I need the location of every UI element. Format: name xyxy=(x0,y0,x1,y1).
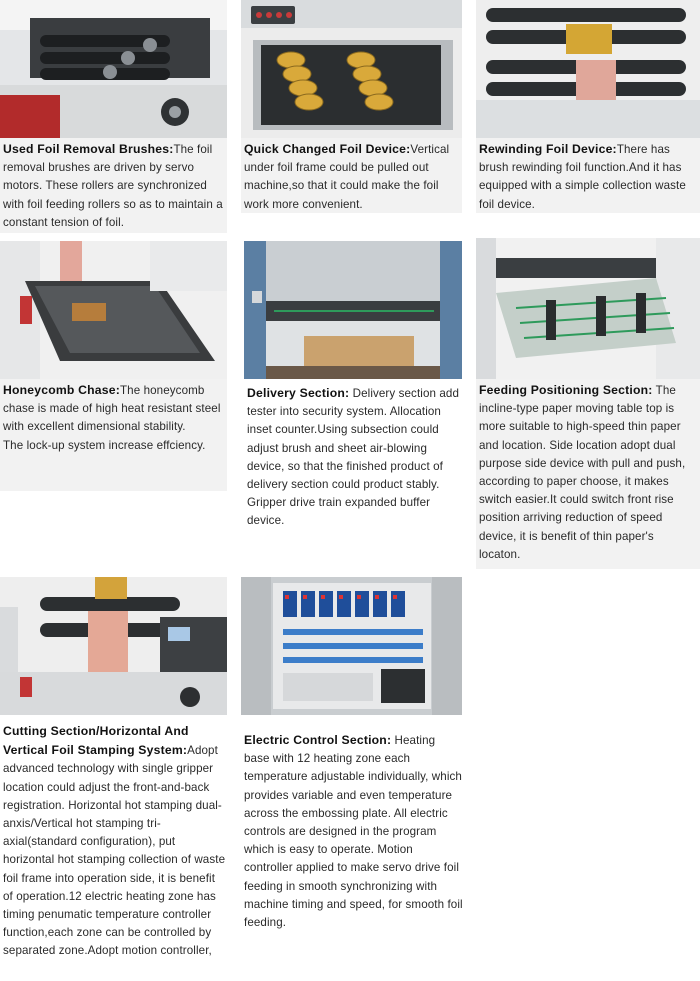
electric-control-section-photo xyxy=(241,577,462,715)
item-title: Used Foil Removal Brushes: xyxy=(3,142,174,156)
item-title: Feeding Positioning Section: xyxy=(479,383,653,397)
foil-removal-brushes-desc xyxy=(0,138,227,233)
item-body: Adopt advanced technology with single gripper location could adjust the front-and-back registration. Horizontal hot stamping dual-anxis/Vertical hot stamping tri-axial(standard configuration), put horizontal hot stamping collection of waste foil frame into operation side, it is benefit of operation.12 electric heating zone has timing penumatic temperature controller function,each zone can be controlled by separated zone.Adopt motion controller, xyxy=(3,744,226,958)
electric-control-section-desc xyxy=(241,729,466,949)
honeycomb-chase-photo xyxy=(0,241,227,379)
feeding-positioning-section-desc xyxy=(476,379,700,569)
cutting-section-photo xyxy=(0,577,227,715)
item-body: Vertical under foil frame could be pulled out machine,so that it could make the foil work more convenient. xyxy=(244,143,450,211)
item-body: The honeycomb chase is made of high heat resistant steel with excellent dimensional stability. xyxy=(3,384,221,434)
foil-removal-brushes-photo xyxy=(0,0,227,138)
item-body: The incline-type paper moving table top is more suitable to high-speed thin paper and location. Side location adopt dual purpose side device with pull and push, according to paper choose, it makes switch easier.It could switch front rise position arriving reduction of speed device, it is benefit of thin paper's locaton. xyxy=(479,384,686,561)
item-body: The foil removal brushes are driven by servo motors. These rollers are synchronized with foil feeding rollers so as to maintain a constant tension of foil. xyxy=(3,143,223,229)
quick-changed-foil-device-photo xyxy=(241,0,462,138)
quick-changed-foil-device-desc xyxy=(241,138,462,213)
feeding-positioning-section-photo xyxy=(476,238,700,379)
item-title: Electric Control Section: xyxy=(244,733,392,747)
item-title: Delivery Section: xyxy=(247,386,350,400)
item-body: Heating base with 12 heating zone each temperature adjustable individually, which provides variable and even temperature across the embossing plate. All electric controls are designed in the program which is easy to operate. Motion controller applied to make servo drive foil feeding in smooth synchronizing with machine timing and speed, for smooth foil feeding. xyxy=(244,734,463,930)
rewinding-foil-device-desc xyxy=(476,138,700,213)
item-title: Rewinding Foil Device: xyxy=(479,142,617,156)
delivery-section-desc xyxy=(244,382,464,552)
item-body: Delivery section add tester into security system. Allocation inset counter.Using subsection could adjust brush and sheet air-blowing device, so that the finished product of delivery section could product stably. Gripper drive train expanded buffer device. xyxy=(247,387,460,528)
cutting-section-desc xyxy=(0,720,230,975)
delivery-section-photo xyxy=(244,241,462,379)
rewinding-foil-device-photo xyxy=(476,0,700,138)
item-body: There has brush rewinding foil function.And it has equipped with a simple collection waste foil device. xyxy=(479,143,686,211)
item-title: Honeycomb Chase: xyxy=(3,383,120,397)
item-title: Cutting Section/Horizontal And Vertical Foil Stamping System: xyxy=(3,724,189,758)
honeycomb-chase-desc xyxy=(0,379,227,491)
item-title: Quick Changed Foil Device: xyxy=(244,142,411,156)
item-body-extra: The lock-up system increase effciency. xyxy=(3,438,206,452)
